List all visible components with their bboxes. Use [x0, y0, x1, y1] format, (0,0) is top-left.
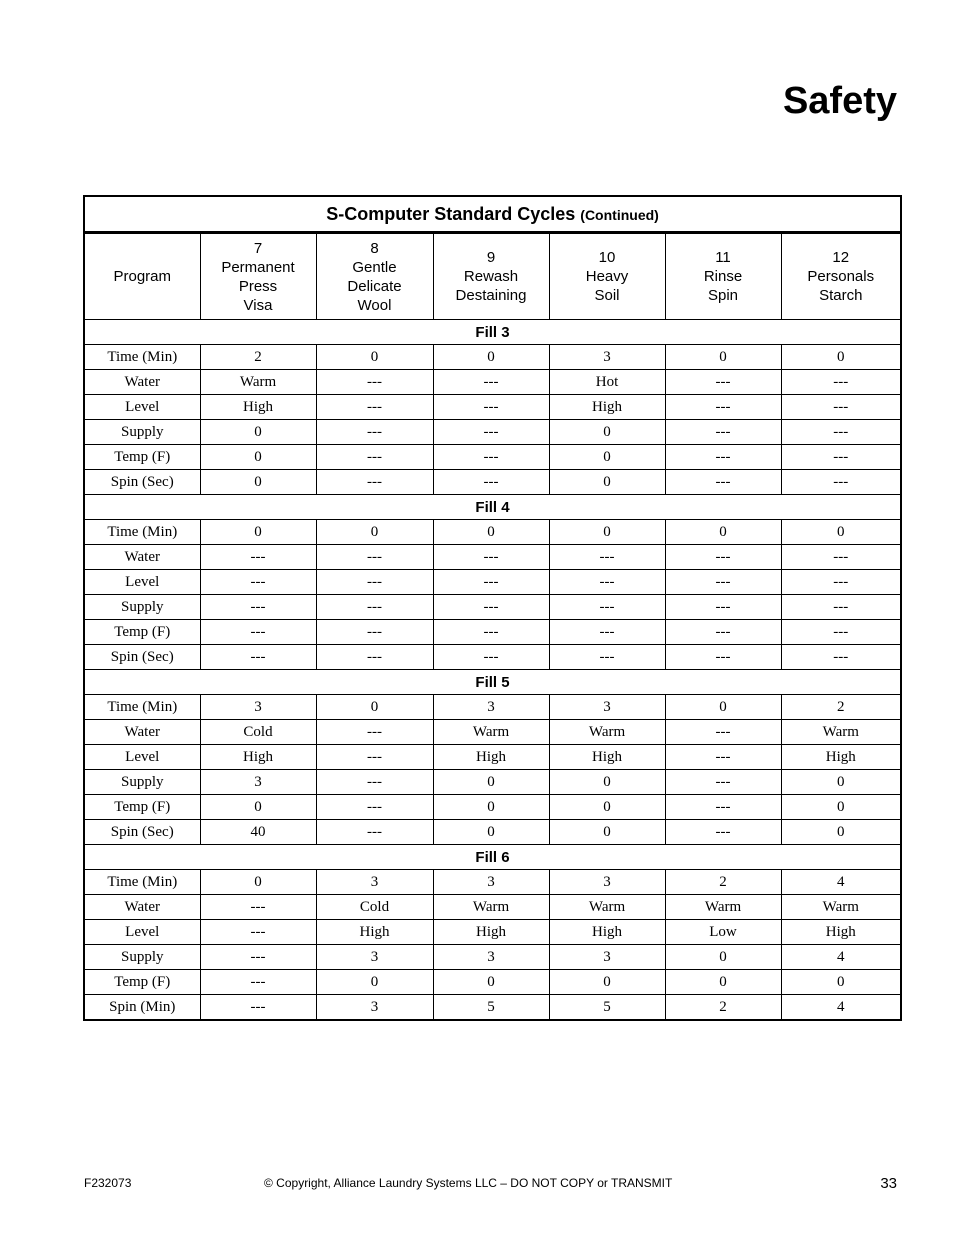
table-cell: 3: [316, 995, 433, 1021]
table-cell: ---: [316, 470, 433, 495]
table-cell: ---: [200, 895, 316, 920]
copyright-notice: © Copyright, Alliance Laundry Systems LLC – DO NOT COPY or TRANSMIT: [264, 1176, 673, 1190]
table-cell: High: [781, 745, 901, 770]
table-cell: 0: [665, 520, 781, 545]
row-label: Spin (Sec): [84, 645, 200, 670]
table-cell: ---: [316, 370, 433, 395]
table-cell: 0: [433, 795, 549, 820]
table-row: [84, 370, 901, 395]
table-cell: 0: [665, 695, 781, 720]
column-header-2: [433, 233, 549, 320]
table-row: [84, 720, 901, 745]
table-cell: 0: [549, 470, 665, 495]
row-label: Spin (Sec): [84, 470, 200, 495]
row-label: Time (Min): [84, 520, 200, 545]
table-cell: ---: [433, 370, 549, 395]
section-row: [84, 495, 901, 520]
table-row: [84, 445, 901, 470]
table-cell: ---: [665, 445, 781, 470]
row-label: Water: [84, 545, 200, 570]
table-cell: Low: [665, 920, 781, 945]
table-cell: 0: [665, 945, 781, 970]
table-cell: High: [200, 395, 316, 420]
table-cell: 2: [665, 995, 781, 1021]
row-label: Water: [84, 720, 200, 745]
table-cell: ---: [200, 595, 316, 620]
cycles-table: [83, 195, 902, 1021]
table-cell: ---: [433, 545, 549, 570]
table-cell: High: [316, 920, 433, 945]
table-cell: ---: [781, 545, 901, 570]
column-header-line: Personals: [807, 268, 875, 285]
table-cell: ---: [316, 620, 433, 645]
table-cell: 0: [549, 970, 665, 995]
table-cell: 4: [781, 870, 901, 895]
column-header-line: Heavy: [585, 268, 629, 285]
table-cell: ---: [316, 445, 433, 470]
table-cell: High: [549, 395, 665, 420]
table-cell: ---: [200, 970, 316, 995]
row-label: Spin (Sec): [84, 820, 200, 845]
table-cell: 0: [200, 470, 316, 495]
table-cell: ---: [665, 395, 781, 420]
table-cell: ---: [665, 745, 781, 770]
table-cell: 0: [433, 520, 549, 545]
column-header-line: Permanent: [221, 258, 295, 276]
table-cell: 0: [781, 795, 901, 820]
table-cell: ---: [316, 545, 433, 570]
section-title: Fill 3: [84, 320, 901, 345]
table-cell: 0: [433, 345, 549, 370]
table-cell: 3: [549, 945, 665, 970]
table-cell: 0: [200, 870, 316, 895]
row-label: Spin (Min): [84, 995, 200, 1021]
table-cell: ---: [433, 595, 549, 620]
table-cell: High: [549, 745, 665, 770]
table-cell: ---: [200, 545, 316, 570]
table-cell: ---: [316, 570, 433, 595]
row-label: Temp (F): [84, 445, 200, 470]
table-cell: Warm: [665, 895, 781, 920]
row-label: Time (Min): [84, 345, 200, 370]
table-title: [84, 196, 901, 233]
row-label: Temp (F): [84, 620, 200, 645]
table-row: [84, 520, 901, 545]
section-title: Fill 6: [84, 845, 901, 870]
table-cell: 3: [200, 770, 316, 795]
table-cell: ---: [200, 620, 316, 645]
table-row: [84, 945, 901, 970]
section-row: [84, 670, 901, 695]
table-cell: ---: [781, 420, 901, 445]
table-cell: ---: [665, 570, 781, 595]
table-row: [84, 995, 901, 1021]
table-cell: 0: [781, 345, 901, 370]
row-label: Supply: [84, 420, 200, 445]
table-cell: 5: [433, 995, 549, 1021]
column-header-line: Delicate: [347, 277, 402, 295]
table-row: [84, 820, 901, 845]
table-cell: ---: [665, 795, 781, 820]
table-cell: ---: [200, 995, 316, 1021]
table-cell: 0: [665, 345, 781, 370]
table-cell: 4: [781, 995, 901, 1021]
table-cell: ---: [665, 370, 781, 395]
table-cell: Cold: [200, 720, 316, 745]
column-header-line: Soil: [594, 287, 620, 304]
table-cell: 0: [549, 770, 665, 795]
table-cell: 0: [200, 795, 316, 820]
row-label: Temp (F): [84, 970, 200, 995]
table-cell: 0: [316, 695, 433, 720]
page-number: 33: [880, 1175, 897, 1192]
row-label: Level: [84, 570, 200, 595]
table-cell: High: [433, 745, 549, 770]
table-row: [84, 620, 901, 645]
table-cell: ---: [665, 770, 781, 795]
table-row: [84, 470, 901, 495]
table-cell: ---: [316, 395, 433, 420]
table-cell: 0: [200, 420, 316, 445]
table-row: [84, 345, 901, 370]
table-cell: 3: [200, 695, 316, 720]
table-cell: Warm: [549, 720, 665, 745]
table-cell: ---: [200, 920, 316, 945]
table-cell: High: [433, 920, 549, 945]
table-cell: ---: [433, 445, 549, 470]
table-cell: 0: [433, 770, 549, 795]
row-label: Water: [84, 895, 200, 920]
column-header-line: Spin: [707, 287, 739, 304]
table-cell: 0: [549, 820, 665, 845]
column-header-5: [781, 233, 901, 320]
table-row: [84, 870, 901, 895]
table-cell: Warm: [549, 895, 665, 920]
table-cell: ---: [316, 820, 433, 845]
table-cell: 3: [433, 695, 549, 720]
column-header-row: [84, 233, 901, 320]
column-header-line: 10: [598, 249, 616, 266]
row-label: Level: [84, 920, 200, 945]
row-label: Time (Min): [84, 695, 200, 720]
table-cell: High: [200, 745, 316, 770]
table-cell: ---: [200, 645, 316, 670]
table-cell: Warm: [433, 720, 549, 745]
table-cell: 2: [200, 345, 316, 370]
column-header-line: Rewash: [463, 268, 519, 285]
table-row: [84, 395, 901, 420]
table-cell: 4: [781, 945, 901, 970]
table-cell: 3: [433, 870, 549, 895]
row-label: Level: [84, 395, 200, 420]
table-cell: ---: [549, 620, 665, 645]
table-cell: 0: [316, 520, 433, 545]
table-cell: ---: [316, 595, 433, 620]
table-row: [84, 545, 901, 570]
table-cell: ---: [316, 795, 433, 820]
table-cell: ---: [433, 470, 549, 495]
table-cell: ---: [781, 595, 901, 620]
column-header-line: Press: [238, 277, 278, 295]
column-header-line: Starch: [819, 287, 863, 304]
program-label: Program: [84, 233, 200, 320]
table-row: [84, 645, 901, 670]
table-cell: ---: [549, 595, 665, 620]
table-cell: 2: [665, 870, 781, 895]
table-cell: Warm: [781, 895, 901, 920]
table-cell: ---: [781, 395, 901, 420]
table-row: [84, 795, 901, 820]
row-label: Supply: [84, 945, 200, 970]
table-cell: ---: [781, 445, 901, 470]
table-cell: ---: [433, 395, 549, 420]
table-cell: 0: [433, 820, 549, 845]
table-row: [84, 595, 901, 620]
table-cell: ---: [781, 645, 901, 670]
column-header-line: 12: [832, 249, 850, 266]
table-cell: ---: [316, 770, 433, 795]
table-cell: 0: [781, 520, 901, 545]
table-cell: ---: [665, 420, 781, 445]
table-row: [84, 970, 901, 995]
table-cell: 3: [433, 945, 549, 970]
table-cell: ---: [433, 570, 549, 595]
table-cell: ---: [316, 645, 433, 670]
table-cell: Cold: [316, 895, 433, 920]
table-cell: ---: [200, 945, 316, 970]
table-title-suffix: (Continued): [580, 206, 659, 223]
section-row: [84, 320, 901, 345]
table-cell: ---: [316, 745, 433, 770]
row-label: Temp (F): [84, 795, 200, 820]
table-row: [84, 770, 901, 795]
table-cell: ---: [433, 420, 549, 445]
table-cell: High: [549, 920, 665, 945]
column-header-line: Destaining: [455, 287, 527, 304]
table-cell: 0: [200, 445, 316, 470]
column-header-line: 8: [370, 239, 379, 257]
table-row: [84, 895, 901, 920]
row-label: Time (Min): [84, 870, 200, 895]
table-cell: ---: [781, 620, 901, 645]
table-cell: 3: [316, 870, 433, 895]
row-label: Supply: [84, 595, 200, 620]
table-row: [84, 420, 901, 445]
table-cell: ---: [665, 645, 781, 670]
table-cell: 0: [549, 795, 665, 820]
column-header-line: Rinse: [703, 268, 743, 285]
column-header-4: [665, 233, 781, 320]
table-cell: ---: [549, 545, 665, 570]
table-cell: ---: [665, 720, 781, 745]
row-label: Supply: [84, 770, 200, 795]
table-cell: 0: [781, 970, 901, 995]
section-row: [84, 845, 901, 870]
table-cell: ---: [433, 620, 549, 645]
row-label: Level: [84, 745, 200, 770]
table-row: [84, 920, 901, 945]
table-cell: ---: [665, 545, 781, 570]
doc-code: F232073: [84, 1176, 132, 1190]
table-cell: 0: [316, 970, 433, 995]
table-cell: Warm: [200, 370, 316, 395]
table-cell: ---: [316, 420, 433, 445]
table-cell: 0: [316, 345, 433, 370]
table-cell: 0: [549, 445, 665, 470]
section-title: Fill 5: [84, 670, 901, 695]
column-header-line: Gentle: [352, 258, 397, 276]
table-cell: 0: [665, 970, 781, 995]
table-cell: ---: [781, 470, 901, 495]
section-title: Fill 4: [84, 495, 901, 520]
row-label: Water: [84, 370, 200, 395]
table-cell: ---: [665, 595, 781, 620]
table-cell: ---: [665, 820, 781, 845]
table-cell: ---: [781, 570, 901, 595]
table-title-text: S-Computer Standard Cycles: [326, 203, 576, 224]
table-cell: ---: [549, 570, 665, 595]
table-cell: 0: [549, 520, 665, 545]
table-cell: 5: [549, 995, 665, 1021]
table-row: [84, 695, 901, 720]
table-row: [84, 745, 901, 770]
table-cell: 3: [549, 870, 665, 895]
table-cell: 40: [200, 820, 316, 845]
column-header-1: [316, 233, 433, 320]
table-cell: Hot: [549, 370, 665, 395]
table-cell: High: [781, 920, 901, 945]
table-cell: ---: [781, 370, 901, 395]
table-cell: Warm: [781, 720, 901, 745]
table-cell: 0: [200, 520, 316, 545]
table-cell: ---: [200, 570, 316, 595]
table-cell: ---: [665, 620, 781, 645]
column-header-0: [200, 233, 316, 320]
column-header-line: 7: [253, 239, 263, 257]
table-cell: 3: [549, 345, 665, 370]
table-cell: Warm: [433, 895, 549, 920]
table-cell: 0: [781, 820, 901, 845]
page-heading: Safety: [782, 80, 897, 122]
table-cell: 0: [549, 420, 665, 445]
table-cell: ---: [665, 470, 781, 495]
column-header-line: 11: [715, 249, 731, 266]
table-cell: 0: [433, 970, 549, 995]
column-header-line: Visa: [243, 296, 273, 314]
column-header-3: [549, 233, 665, 320]
table-cell: ---: [433, 645, 549, 670]
table-row: [84, 570, 901, 595]
column-header-line: 9: [486, 249, 496, 266]
table-cell: ---: [549, 645, 665, 670]
table-cell: 2: [781, 695, 901, 720]
table-cell: 3: [549, 695, 665, 720]
table-cell: ---: [316, 720, 433, 745]
table-cell: 3: [316, 945, 433, 970]
table-cell: 0: [781, 770, 901, 795]
column-header-line: Wool: [357, 296, 392, 314]
